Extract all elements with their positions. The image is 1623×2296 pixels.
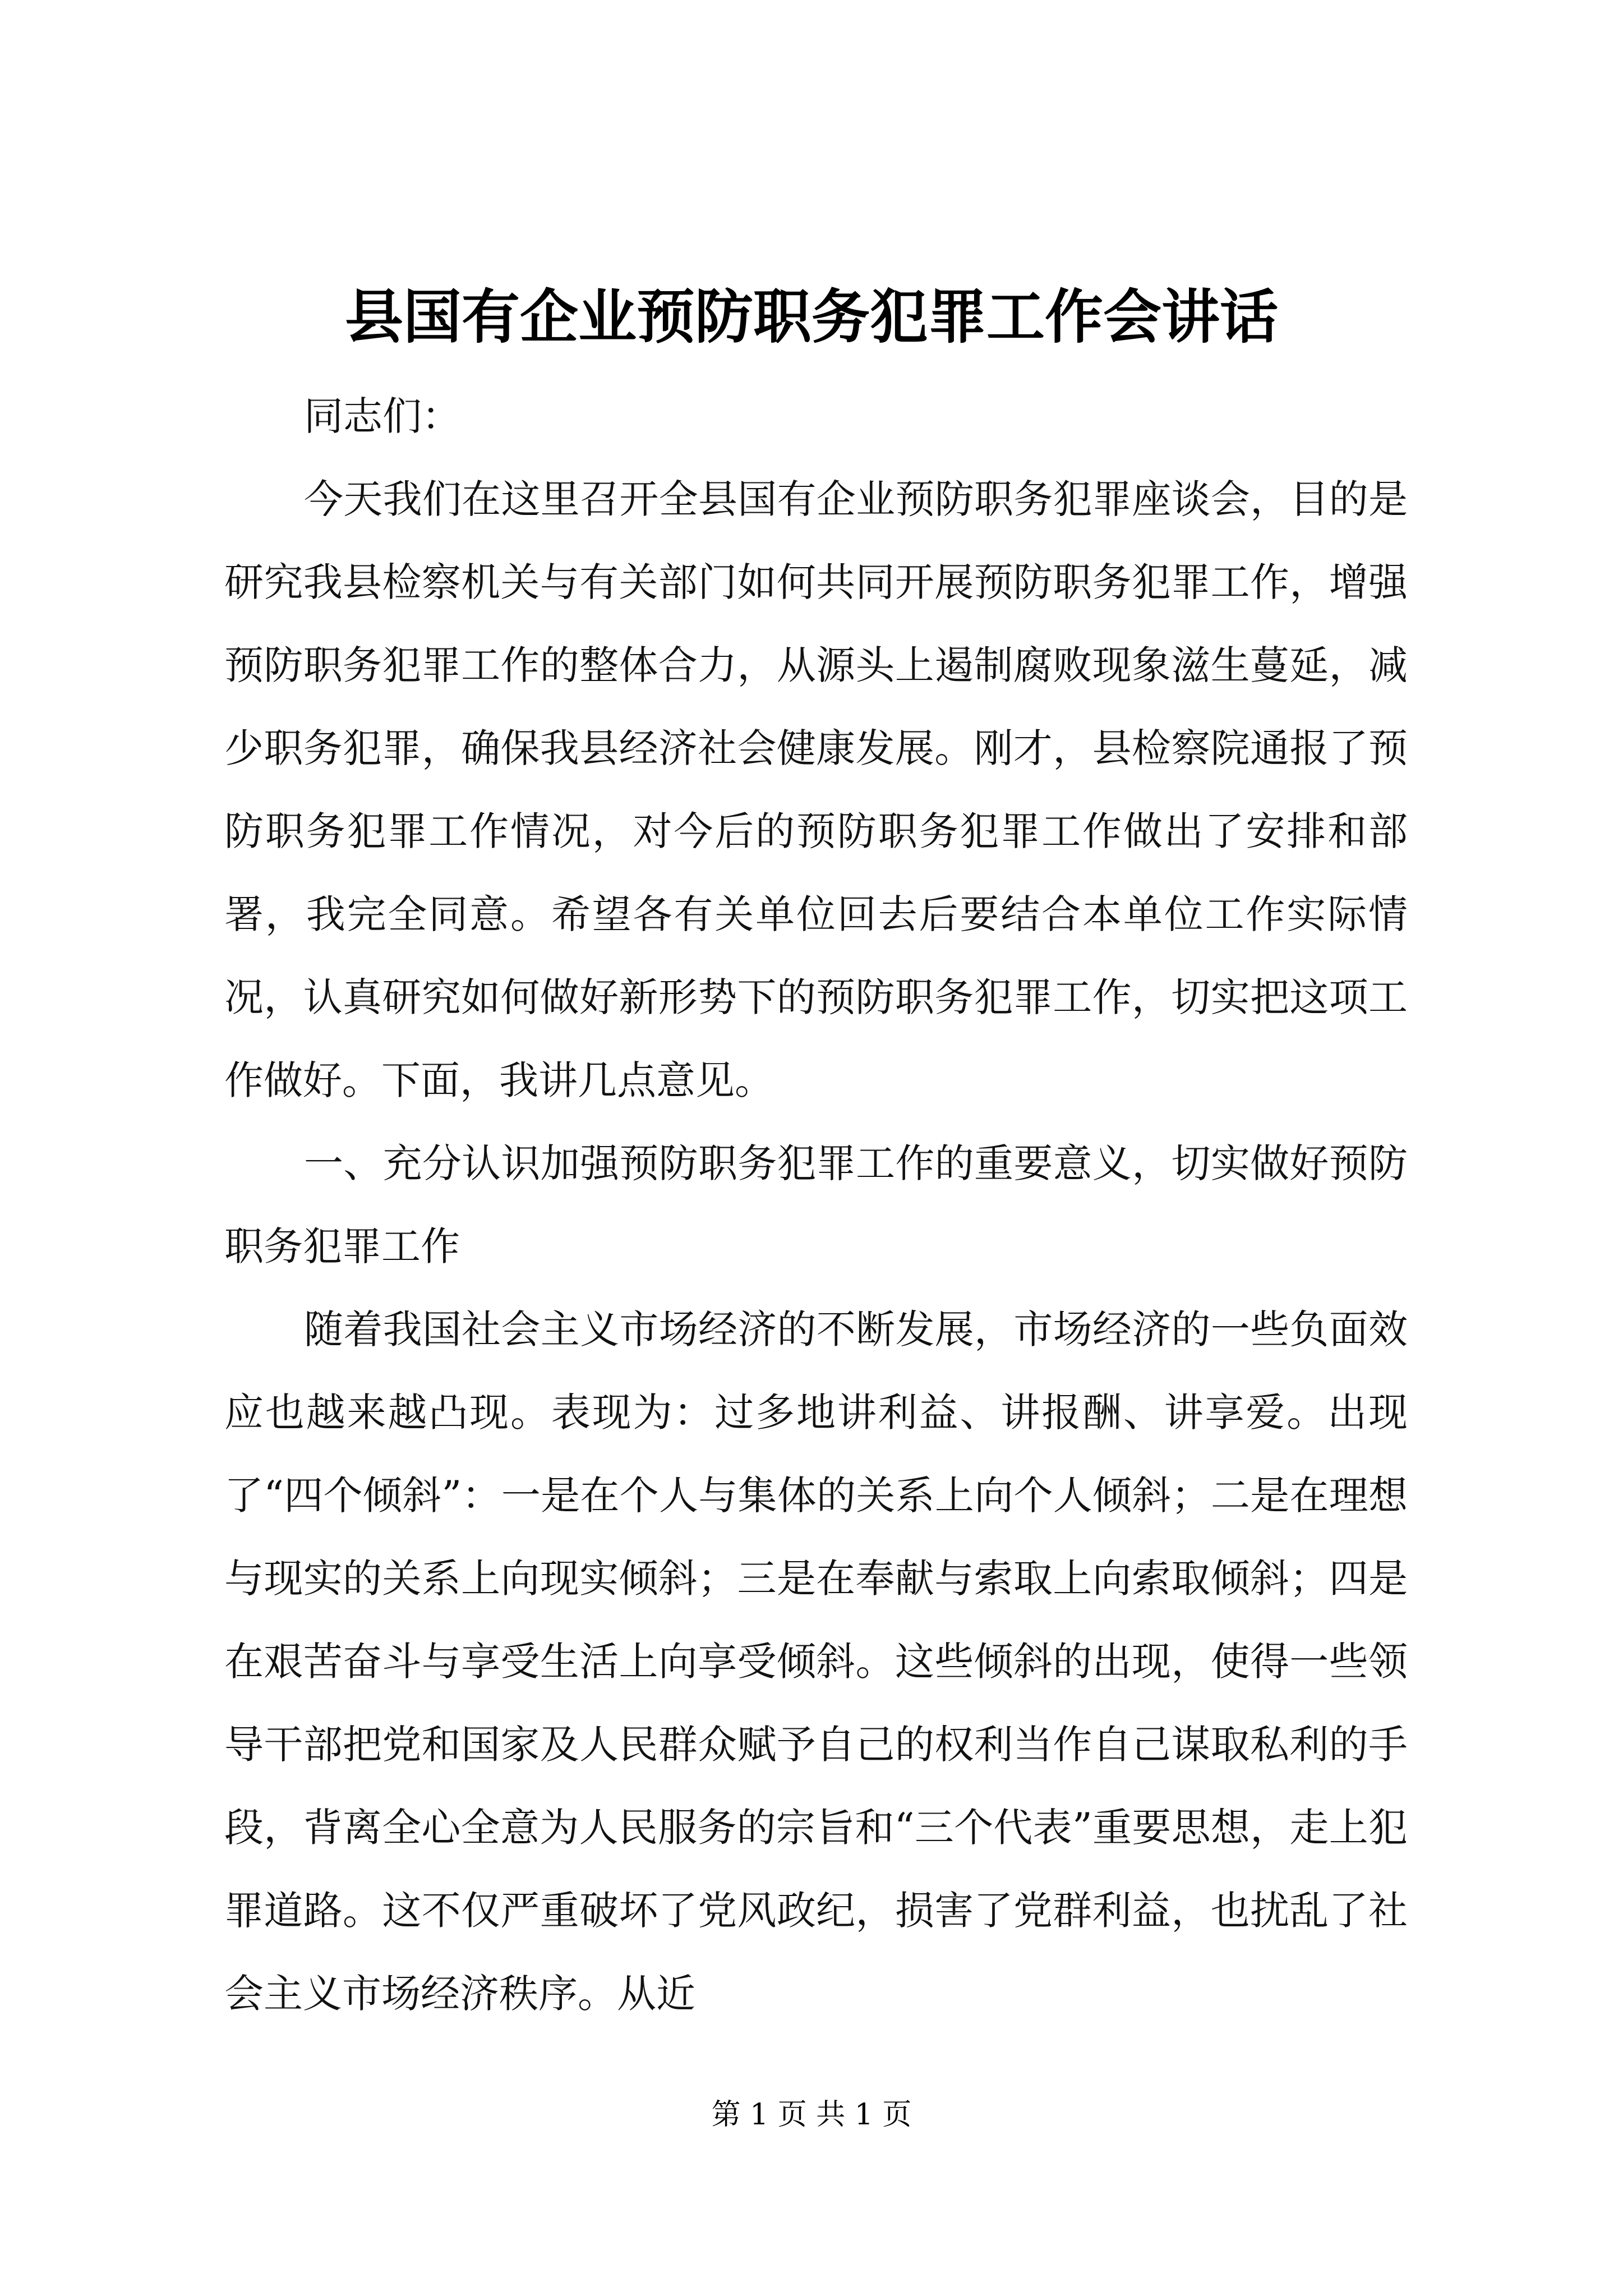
section-heading-1: 一、充分认识加强预防职务犯罪工作的重要意义，切实做好预防职务犯罪工作 [224, 1140, 1408, 1269]
document-title: 县国有企业预防职务犯罪工作会讲话 [344, 282, 1278, 351]
page-footer: 第 1 页 共 1 页 [711, 2098, 912, 2132]
document-body [224, 375, 1408, 2035]
salutation: 同志们： [304, 393, 461, 439]
paragraph-intro: 今天我们在这里召开全县国有企业预防职务犯罪座谈会，目的是研究我县检察机关与有关部门如何共同开展预防职务犯罪工作，增强预防职务犯罪工作的整体合力，从源头上遏制腐败现象滋生蔓延，减少职务犯罪，确保我县经济社会健康发展。刚才，县检察院通报了预防职务犯罪工作情况，对今后的预防职务犯罪工作做出了安排和部署，我完全同意。希望各有关单位回去后要结合本单位工作实际情况，认真研究如何做好新形势下的预防职务犯罪工作，切实把这项工作做好。下面，我讲几点意见。 [224, 476, 1408, 1103]
paragraph-section-1: 随着我国社会主义市场经济的不断发展，市场经济的一些负面效应也越来越凸现。表现为：过多地讲利益、讲报酬、讲享爱。出现了“四个倾斜”：一是在个人与集体的关系上向个人倾斜；二是在理想与现实的关系上向现实倾斜；三是在奉献与索取上向索取倾斜；四是在艰苦奋斗与享受生活上向享受倾斜。这些倾斜的出现，使得一些领导干部把党和国家及人民群众赋予自己的权利当作自己谋取私利的手段，背离全心全意为人民服务的宗旨和“三个代表”重要思想，走上犯罪道路。这不仅严重破坏了党风政纪，损害了党群利益，也扰乱了社会主义市场经济秩序。从近 [224, 1306, 1408, 2017]
